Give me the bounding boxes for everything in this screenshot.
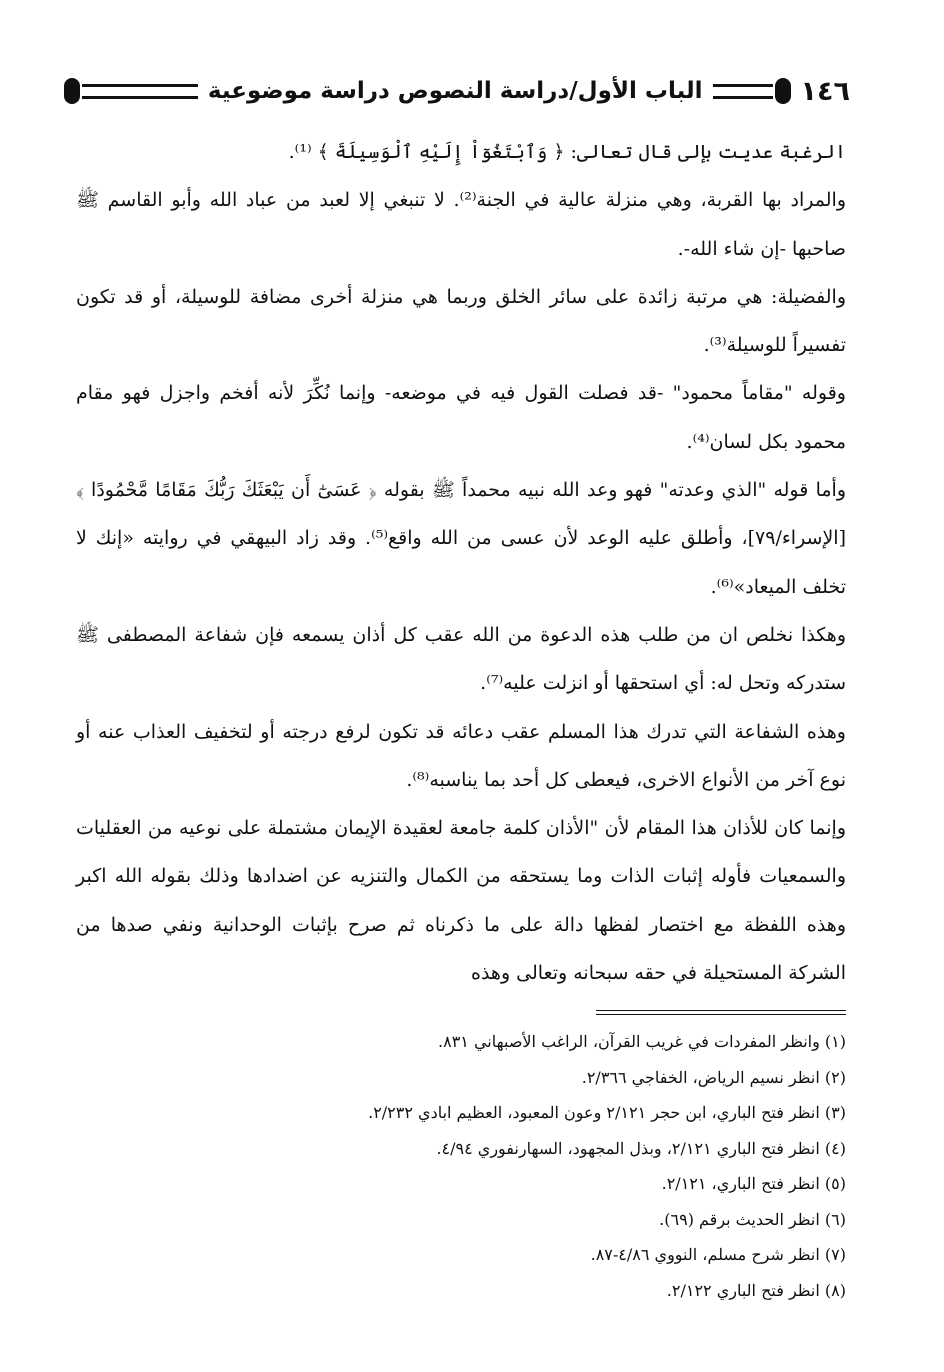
header-title: الباب الأول/دراسة النصوص دراسة موضوعية bbox=[207, 78, 703, 104]
header-ornament-knot bbox=[64, 78, 80, 104]
paragraph: وقوله "مقاماً محمود" -قد فصلت القول فيه في موضعه- وإنما نُكِّرَ لأنه أفخم واجزل فهو مقام محمود بكل لسان⁽⁴⁾. bbox=[76, 382, 846, 453]
paragraph: الرغبة عديت بإلى قال تعالى: ﴿ وَٱبْتَغُوٓاْ إِلَيْهِ ٱلْوَسِيلَةَ ﴾ ⁽¹⁾. bbox=[288, 141, 846, 163]
header-ornament-rule bbox=[82, 84, 198, 99]
footnote: (٨) انظر فتح الباري ٢/١٢٢. bbox=[666, 1280, 846, 1300]
footnote: (٢) انظر نسيم الرياض، الخفاجي ٢/٣٦٦. bbox=[581, 1067, 846, 1087]
footnote: (١) وانظر المفردات في غريب القرآن، الراغب الأصبهاني ٨٣١. bbox=[438, 1032, 846, 1051]
header-ornament-knot bbox=[775, 78, 791, 104]
paragraph: وأما قوله "الذي وعدته" فهو وعد الله نبيه محمداً ﷺ بقوله ﴿ عَسَىٰٓ أَن يَبْعَثَكَ رَبُّكَ مَقَامًا مَّحْمُودًا ﴾ [الإسراء/٧٩]، وأطلق عليه الوعد لأن عسى من الله واقع⁽⁵⁾. وقد زاد البيهقي في روايته «إنك لا تخلف الميعاد»⁽⁶⁾. bbox=[76, 479, 846, 598]
page-number: ١٤٦ bbox=[800, 75, 850, 107]
paragraph: والفضيلة: هي مرتبة زائدة على سائر الخلق وربما هي منزلة أخرى مضافة للوسيلة، أو قد تكون تفسيراً للوسيلة⁽³⁾. bbox=[76, 285, 846, 357]
footnotes bbox=[150, 1024, 846, 1308]
paragraph: وهذه الشفاعة التي تدرك هذا المسلم عقب دعائه قد تكون لرفع درجته أو لتخفيف العذاب عنه أو نوع آخر من الأنواع الاخرى، فيعطى كل أحد بما يناسبه⁽⁸⁾. bbox=[76, 720, 846, 791]
paragraph: والمراد بها القربة، وهي منزلة عالية في الجنة⁽²⁾. لا تنبغي إلا لعبد من عباد الله وأبو القاسم ﷺ صاحبها -إن شاء الله-. bbox=[76, 189, 846, 260]
footnote-separator bbox=[596, 1010, 846, 1015]
footnote: (٤) انظر فتح الباري ٢/١٢١، وبذل المجهود، السهارنفوري ٤/٩٤. bbox=[436, 1138, 846, 1158]
running-header bbox=[64, 64, 850, 118]
paragraph: وإنما كان للأذان هذا المقام لأن "الأذان كلمة جامعة لعقيدة الإيمان مشتملة على نوعيه من العقليات والسمعيات فأوله إثبات الذات وما يستحقه من الكمال والتنزيه عن اضدادها وذلك بقوله الله اكبر وهذه اللفظة مع اختصار لفظها دالة على ما ذكرناه ثم صرح بإثبات الوحدانية ونفي صدها من الشركة المستحيلة في حقه سبحانه وتعالى وهذه bbox=[76, 817, 846, 985]
footnote: (٧) انظر شرح مسلم، النووي ٤/٨٦-٨٧. bbox=[590, 1245, 846, 1264]
header-ornament-rule bbox=[713, 84, 773, 99]
main-text bbox=[76, 128, 846, 997]
footnote: (٦) انظر الحديث برقم (٦٩). bbox=[659, 1209, 846, 1229]
paragraph: وهكذا نخلص ان من طلب هذه الدعوة من الله عقب كل أذان يسمعه فإن شفاعة المصطفى ﷺ ستدركه وتحل له: أي استحقها أو انزلت عليه⁽⁷⁾. bbox=[76, 623, 846, 695]
footnote: (٣) انظر فتح الباري، ابن حجر ٢/١٢١ وعون المعبود، العظيم ابادي ٢/٢٣٢. bbox=[368, 1103, 846, 1122]
footnote: (٥) انظر فتح الباري، ٢/١٢١. bbox=[661, 1174, 846, 1193]
